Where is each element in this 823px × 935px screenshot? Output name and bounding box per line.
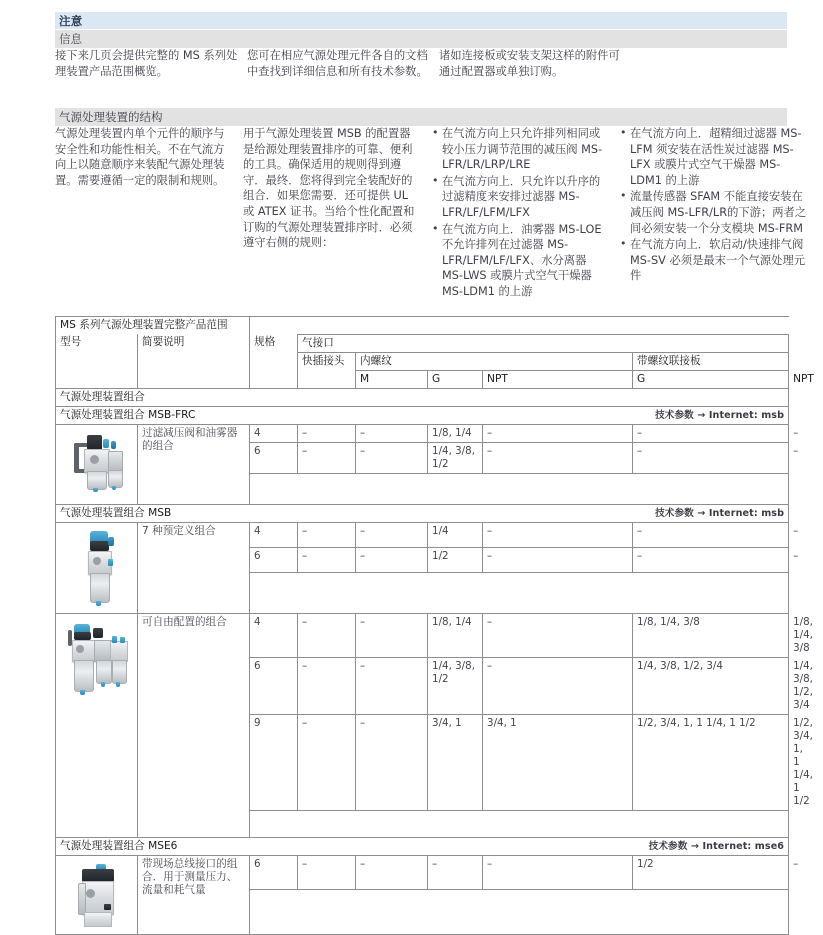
notice-columns (55, 48, 795, 79)
description-mse6: 带现场总线接口的组合．用于测量压力、流量和耗气量 (138, 855, 250, 934)
table-title: MS 系列气源处理装置完整产品范围 (56, 317, 250, 335)
section-header-msb-frc (56, 406, 789, 424)
msb-frc-product-image (56, 424, 138, 504)
cell-quick: – (298, 522, 356, 547)
list-item: • 在气流方向上．只允许以升序的过滤精度来安排过滤器 MS-LFR/LF/LFM/LFX (431, 174, 609, 221)
structure-column-2: 用于气源处理装置 MSB 的配置器是给源处理装置排序的可靠、便利的工具。确保适用的规则得到遵守．最终．您将得到完全装配好的组合．如果您需要．还可提供 UL 或 ATEX 证书。当给个性化配置和订购的气源处理装置排序时．必须遵守右侧的规则： (243, 127, 415, 250)
header-size: 规格 (250, 334, 298, 388)
product-illustration (60, 427, 142, 501)
cell-g2: 1/8, 1/4, 3/8 (633, 613, 789, 657)
header-quick-connect: 快插接头 (298, 352, 356, 388)
table-row: 6 – – 1/2 – – – (56, 547, 789, 572)
description-msb-configurable: 可自由配置的组合 (138, 613, 250, 837)
header-g2: G (633, 370, 789, 388)
section-title-group: 气源处理装置组合 (56, 388, 789, 406)
cell-npt: – (483, 855, 633, 889)
cell-size: 6 (250, 657, 298, 714)
cell-g: 1/2 (428, 547, 483, 572)
cell-m: – (356, 547, 428, 572)
header-npt: NPT (483, 370, 633, 388)
cell-npt: – (483, 442, 633, 473)
cell-g: 1/8, 1/4 (428, 613, 483, 657)
list-item: • 在气流方向上．油雾器 MS-LOE 不允许排列在过滤器 MS-LFR/LFM/LF/LFX、水分离器 MS-LWS 或膜片式空气干燥器 MS-LDM1 的上游 (431, 222, 609, 300)
structure-columns (55, 126, 815, 301)
notice-column-2: 您可在相应气源处理元件各自的文档中查找到详细信息和所有技术参数。 (247, 49, 428, 78)
mse6-product-image (56, 855, 138, 934)
section-header-mse6 (56, 837, 789, 855)
list-item: • 在气流方向上只允许排列相同或较小压力调节范围的减压阀 MS-LFR/LR/LRP/LRE (431, 126, 609, 173)
cell-g2: – (633, 442, 789, 473)
product-range-table (55, 316, 814, 935)
cell-g: 1/4 (428, 522, 483, 547)
section-title-msb: 气源处理装置组合 MSB (60, 506, 172, 519)
cell-quick: – (298, 547, 356, 572)
cell-size: 4 (250, 613, 298, 657)
structure-column-3 (431, 126, 609, 301)
structure-column-1: 气源处理装置内单个元件的顺序与安全性和功能性相关。不在气流方向上以随意顺序来装配气源处理装置。需要遵循一定的限制和规则。 (55, 127, 225, 187)
header-threaded-plate: 带螺纹联接板 (633, 352, 789, 370)
section-title-msb-frc: 气源处理装置组合 MSB-FRC (60, 408, 196, 421)
tech-link-mse6[interactable]: 技术参数 → Internet: mse6 (648, 840, 785, 852)
table-header-row-3: M G NPT G NPT (56, 370, 789, 388)
table-title-filler (250, 317, 789, 335)
cell-g2: 1/2, 3/4, 1, 1 1/4, 1 1/2 (633, 714, 789, 810)
header-air-port: 气接口 (298, 334, 789, 352)
list-item: • 在气流方向上．超精细过滤器 MS-LFM 须安装在活性炭过滤器 MS-LFX 或膜片式空气干燥器 MS-LDM1 的上游 (619, 126, 809, 188)
cell-quick: – (298, 442, 356, 473)
cell-npt: – (483, 522, 633, 547)
section-row-mse6 (56, 837, 789, 855)
cell-npt: – (483, 657, 633, 714)
spacer-cell (250, 473, 789, 504)
cell-m: – (356, 442, 428, 473)
section-row-group (56, 388, 789, 406)
msb-predefined-product-image (56, 522, 138, 613)
cell-size: 4 (250, 522, 298, 547)
product-illustration (60, 616, 142, 702)
cell-m: – (356, 855, 428, 889)
notice-column-3: 诸如连接板或安装支架这样的附件可通过配置器或单独订购。 (439, 49, 620, 78)
cell-quick: – (298, 855, 356, 889)
cell-g: 1/8, 1/4 (428, 424, 483, 442)
description-msb-predefined: 7 种预定义组合 (138, 522, 250, 613)
tech-link-msb-frc[interactable]: 技术参数 → Internet: msb (655, 409, 785, 421)
cell-m: – (356, 613, 428, 657)
structure-bullets-left (431, 126, 609, 300)
cell-npt: – (483, 547, 633, 572)
notice-block (55, 12, 787, 48)
cell-size: 6 (250, 855, 298, 889)
section-title-mse6: 气源处理装置组合 MSE6 (60, 839, 178, 852)
list-item: • 在气流方向上．软启动/快速排气阀 MS-SV 必须是最末一个气源处理元件 (619, 237, 809, 284)
cell-m: – (356, 714, 428, 810)
cell-m: – (356, 424, 428, 442)
section-header-msb (56, 504, 789, 522)
cell-g2: – (633, 522, 789, 547)
table-row: 6 – – 1/4, 3/8, 1/2 – – – (56, 442, 789, 473)
cell-quick: – (298, 613, 356, 657)
table-row: 过滤减压阀和油雾器的组合 4 – – 1/8, 1/4 – – – (56, 424, 789, 442)
table-row: 6 – – 1/4, 3/8, 1/2 – 1/4, 3/8, 1/2, 3/4 1/4, 3/8, 1/2, 3/4 (56, 657, 789, 714)
cell-size: 6 (250, 547, 298, 572)
cell-g: 1/4, 3/8, 1/2 (428, 442, 483, 473)
cell-size: 6 (250, 442, 298, 473)
header-m: M (356, 370, 428, 388)
product-illustration (60, 525, 142, 611)
section-row-msb (56, 504, 789, 522)
product-range-table-wrapper (55, 316, 814, 935)
tech-link-msb[interactable]: 技术参数 → Internet: msb (655, 507, 785, 519)
cell-quick: – (298, 714, 356, 810)
header-model: 型号 (56, 334, 138, 388)
cell-quick: – (298, 657, 356, 714)
notice-column-1: 接下来几页会提供完整的 MS 系列处理装置产品范围概览。 (55, 49, 238, 78)
table-row: 可自由配置的组合 4 – – 1/8, 1/4 – 1/8, 1/4, 3/8 1/8, 1/4, 3/8 (56, 613, 789, 657)
notice-subtitle: 信息 (55, 30, 787, 48)
cell-npt: – (483, 613, 633, 657)
table-row: 9 – – 3/4, 1 3/4, 1 1/2, 3/4, 1, 1 1/4, 1 1/2 1/2, 3/4, 1, 1 1/4, 1 1/2 (56, 714, 789, 810)
cell-g2: – (633, 547, 789, 572)
notice-title: 注意 (55, 12, 787, 29)
cell-m: – (356, 522, 428, 547)
header-description: 简要说明 (138, 334, 250, 388)
structure-heading-band (55, 108, 787, 126)
structure-column-4 (619, 126, 809, 301)
cell-npt: 3/4, 1 (483, 714, 633, 810)
header-female-thread: 内螺纹 (356, 352, 633, 370)
spacer-cell (250, 572, 789, 613)
cell-g2: 1/2 (633, 855, 789, 889)
cell-g2: – (633, 424, 789, 442)
msb-configurable-product-image (56, 613, 138, 837)
cell-g: 1/4, 3/8, 1/2 (428, 657, 483, 714)
structure-heading: 气源处理装置的结构 (55, 108, 787, 126)
product-illustration (60, 858, 142, 932)
cell-size: 4 (250, 424, 298, 442)
cell-g: 3/4, 1 (428, 714, 483, 810)
table-title-row (56, 317, 789, 335)
table-header-row-1 (56, 334, 789, 352)
section-row-msb-frc (56, 406, 789, 424)
header-g: G (428, 370, 483, 388)
description-msb-frc: 过滤减压阀和油雾器的组合 (138, 424, 250, 504)
cell-size: 9 (250, 714, 298, 810)
spacer-cell (250, 889, 789, 934)
cell-g: – (428, 855, 483, 889)
cell-quick: – (298, 424, 356, 442)
structure-bullets-right (619, 126, 809, 284)
cell-g2: 1/4, 3/8, 1/2, 3/4 (633, 657, 789, 714)
cell-m: – (356, 657, 428, 714)
spacer-cell (250, 810, 789, 837)
table-row: 7 种预定义组合 4 – – 1/4 – – – (56, 522, 789, 547)
cell-npt: – (483, 424, 633, 442)
list-item: • 流量传感器 SFAM 不能直接安装在减压阀 MS-LFR/LR的下游；两者之间必须安装一个分支模块 MS-FRM (619, 189, 809, 236)
table-row: 带现场总线接口的组合．用于测量压力、流量和耗气量 6 – – – – 1/2 – (56, 855, 789, 889)
